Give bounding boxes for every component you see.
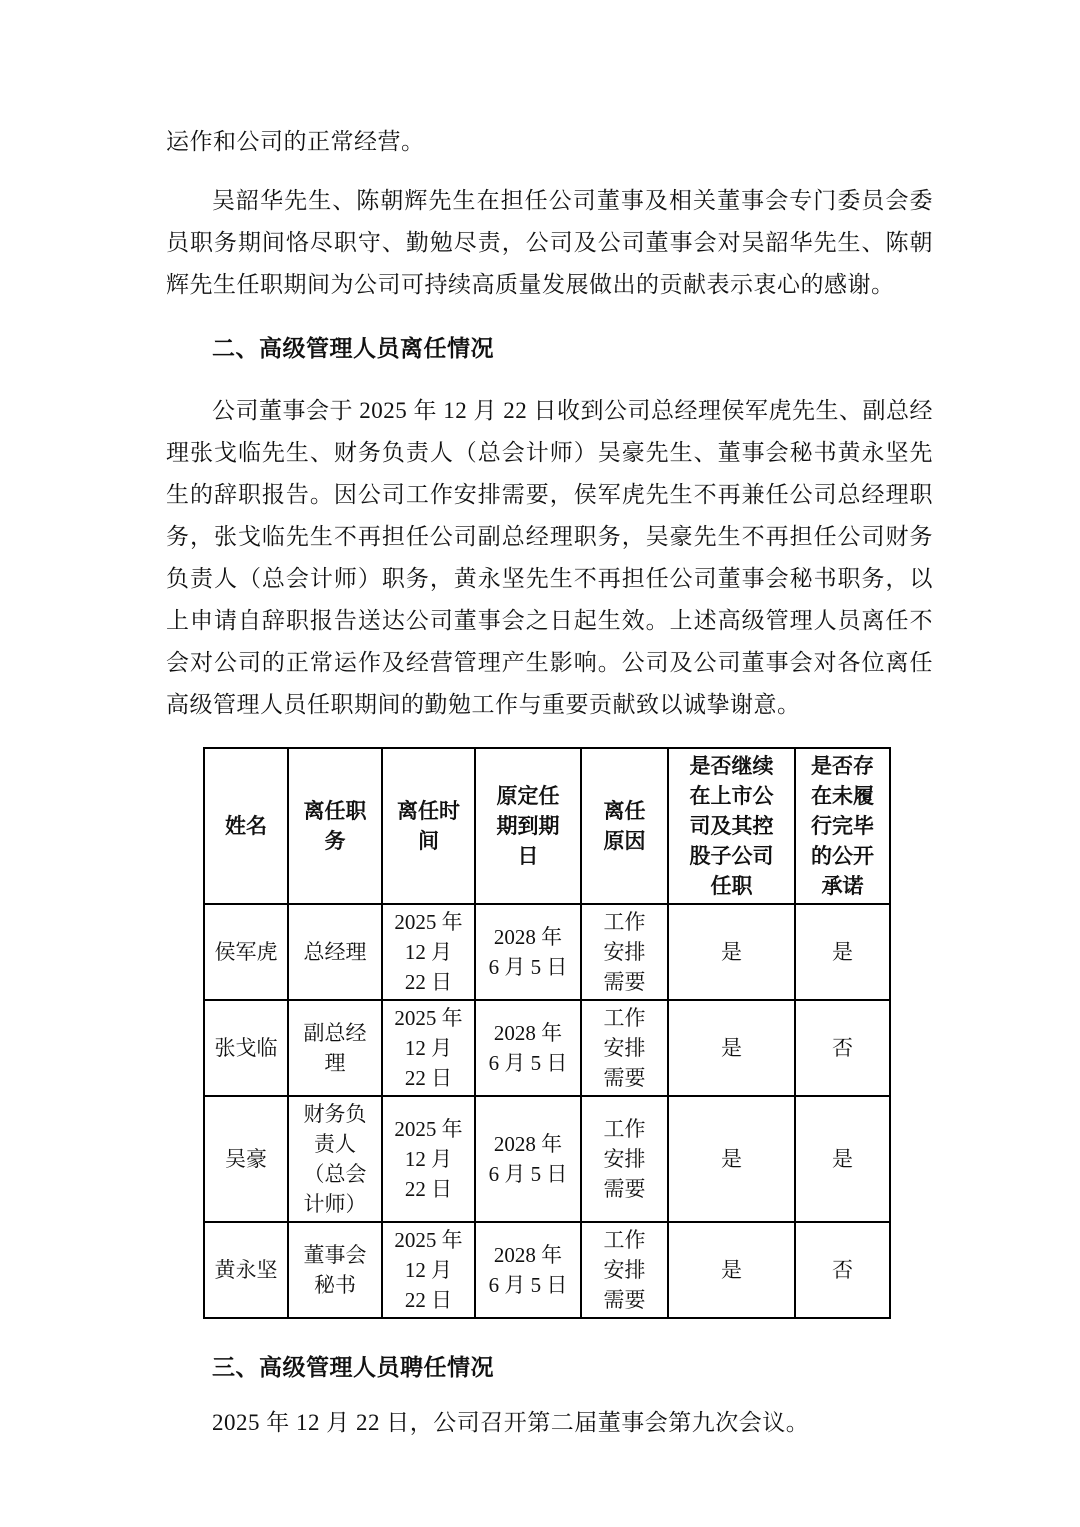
section-heading-departure: 二、高级管理人员离任情况 (212, 336, 494, 361)
table-cell: 工作安排需要 (581, 1000, 668, 1096)
section-heading-appointment: 三、高级管理人员聘任情况 (212, 1355, 494, 1380)
table-row (204, 1096, 890, 1222)
table-header-cell: 原定任期到期日 (475, 748, 581, 904)
table-cell: 2028 年 6 月 5 日 (475, 1096, 581, 1222)
table-cell: 工作安排需要 (581, 1096, 668, 1222)
departure-table-head (204, 748, 890, 904)
table-cell: 2028 年 6 月 5 日 (475, 1222, 581, 1318)
table-header-cell: 离任职务 (288, 748, 382, 904)
table-cell: 是 (795, 904, 890, 1000)
table-cell: 副总经理 (288, 1000, 382, 1096)
table-cell: 是 (668, 1222, 795, 1318)
table-cell: 2025 年 12 月 22 日 (382, 1000, 475, 1096)
table-cell: 2028 年 6 月 5 日 (475, 904, 581, 1000)
table-cell: 侯军虎 (204, 904, 288, 1000)
table-cell: 是 (668, 904, 795, 1000)
table-cell: 工作安排需要 (581, 904, 668, 1000)
paragraph-resignation-details: 公司董事会于 2025 年 12 月 22 日收到公司总经理侯军虎先生、副总经理张戈临先生、财务负责人（总会计师）吴豪先生、董事会秘书黄永坚先生的辞职报告。因公司工作安排需要，侯军虎先生不再兼任公司总经理职务，张戈临先生不再担任公司副总经理职务，吴豪先生不再担任公司财务负责人（总会计师）职务，黄永坚先生不再担任公司董事会秘书职务，以上申请自辞职报告送达公司董事会之日起生效。上述高级管理人员离任不会对公司的正常运作及经营管理产生影响。公司及公司董事会对各位离任高级管理人员任职期间的勤勉工作与重要贡献致以诚挚谢意。 (166, 398, 933, 717)
table-cell: 2025 年 12 月 22 日 (382, 1096, 475, 1222)
paragraph-continuation: 运作和公司的正常经营。 (166, 129, 425, 154)
table-cell: 吴豪 (204, 1096, 288, 1222)
table-cell: 否 (795, 1222, 890, 1318)
table-cell: 财务负责人（总会计师） (288, 1096, 382, 1222)
paragraph-director-thanks: 吴韶华先生、陈朝辉先生在担任公司董事及相关董事会专门委员会委员职务期间恪尽职守、勤勉尽责，公司及公司董事会对吴韶华先生、陈朝辉先生任职期间为公司可持续高质量发展做出的贡献表示衷心的感谢。 (166, 188, 933, 297)
table-header-cell: 是否存在未履行完毕的公开承诺 (795, 748, 890, 904)
table-cell: 董事会秘书 (288, 1222, 382, 1318)
table-cell: 是 (668, 1000, 795, 1096)
departure-table (203, 747, 891, 1319)
table-row (204, 1222, 890, 1318)
table-cell: 否 (795, 1000, 890, 1096)
table-header-cell: 离任原因 (581, 748, 668, 904)
departure-table-head-row (204, 748, 890, 904)
table-cell: 总经理 (288, 904, 382, 1000)
departure-table-body (204, 904, 890, 1318)
table-cell: 2025 年 12 月 22 日 (382, 1222, 475, 1318)
table-header-cell: 是否继续在上市公司及其控股子公司任职 (668, 748, 795, 904)
paragraph-board-meeting: 2025 年 12 月 22 日，公司召开第二届董事会第九次会议。 (212, 1410, 810, 1435)
table-header-cell: 姓名 (204, 748, 288, 904)
table-cell: 是 (668, 1096, 795, 1222)
table-row (204, 904, 890, 1000)
table-cell: 黄永坚 (204, 1222, 288, 1318)
table-cell: 2025 年 12 月 22 日 (382, 904, 475, 1000)
table-row (204, 1000, 890, 1096)
table-cell: 张戈临 (204, 1000, 288, 1096)
table-cell: 是 (795, 1096, 890, 1222)
table-cell: 2028 年 6 月 5 日 (475, 1000, 581, 1096)
table-cell: 工作安排需要 (581, 1222, 668, 1318)
table-header-cell: 离任时间 (382, 748, 475, 904)
